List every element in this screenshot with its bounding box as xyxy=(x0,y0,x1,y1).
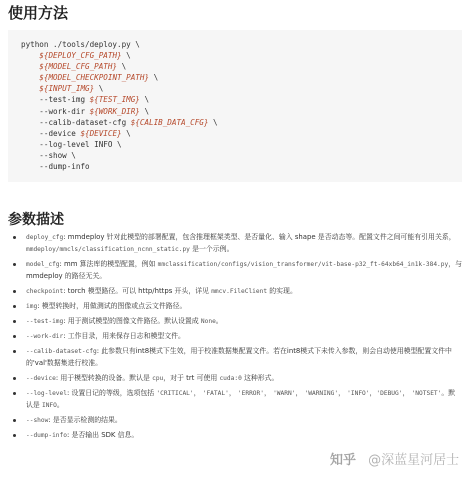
code-line: ${MODEL_CHECKPOINT_PATH} \ xyxy=(39,73,159,83)
watermark-author: @深蓝星河居士 xyxy=(368,453,460,468)
param-item-show: --show: 是否显示检测的结果。 xyxy=(0,415,462,427)
section-title-usage: 使用方法 xyxy=(8,4,69,22)
param-item-dump-info: --dump-info: 是否输出 SDK 信息。 xyxy=(0,430,462,442)
param-item-test-img: --test-img: 用于测试模型的图像文件路径。默认设置成 None。 xyxy=(0,316,462,328)
code-line: --device ${DEVICE} \ xyxy=(39,128,131,138)
param-list xyxy=(0,232,462,445)
zhihu-logo: 知乎 xyxy=(330,453,357,468)
code-line: --work-dir ${WORK_DIR} \ xyxy=(39,106,150,116)
param-item-checkpoint: checkpoint: torch 模型路径。可以 http/https 开头，详见 mmcv.FileClient 的实现。 xyxy=(0,286,462,298)
code-line: --show \ xyxy=(39,150,76,160)
code-line: --dump-info xyxy=(39,162,90,172)
code-line: --log-level INFO \ xyxy=(39,139,122,149)
param-item-deploy-cfg: deploy_cfg: mmdeploy 针对此模型的部署配置，包含推理框架类型、是否量化、输入 shape 是否动态等。配置文件之间可能有引用关系，mmdeploy/mmcls/classification_ncnn_static.py 是一个示例。 xyxy=(0,232,462,256)
param-item-work-dir: --work-dir: 工作目录，用来保存日志和模型文件。 xyxy=(0,331,462,343)
code-line: ${DEPLOY_CFG_PATH} \ xyxy=(39,51,131,61)
code-line: ${INPUT_IMG} \ xyxy=(39,84,104,94)
param-item-calib-dataset-cfg: --calib-dataset-cfg: 此参数只有int8模式下生效，用于校准数据集配置文件。若在int8模式下未传入参数，则会自动使用模型配置文件中的'val'数据集进行校准。 xyxy=(0,346,462,370)
param-item-device: --device: 用于模型转换的设备。默认是 cpu，对于 trt 可使用 cuda:0 这种形式。 xyxy=(0,373,462,385)
code-line: ${MODEL_CFG_PATH} \ xyxy=(39,62,127,72)
param-item-img: img: 模型转换时，用做测试的图像或点云文件路径。 xyxy=(0,301,462,313)
code-block xyxy=(8,30,462,182)
section-title-params: 参数描述 xyxy=(8,212,64,228)
code-line: --calib-dataset-cfg ${CALIB_DATA_CFG} \ xyxy=(39,117,218,127)
param-item-log-level: --log-level: 设置日记的等级，选项包括 'CRITICAL'， 'FATAL'， 'ERROR'， 'WARN'， 'WARNING'， 'INFO'，'DEBUG'， 'NOTSET'。默认是 INFO。 xyxy=(0,388,462,412)
param-item-model-cfg: model_cfg: mm 算法库的模型配置，例如 mmclassification/configs/vision_transformer/vit-base-p32_ft-64xb64_in1k-384.py，与 mmdeploy 的路径无关。 xyxy=(0,259,462,283)
watermark xyxy=(330,449,459,468)
code-line: --test-img ${TEST_IMG} \ xyxy=(39,95,150,105)
code-line: python ./tools/deploy.py \ xyxy=(21,40,140,49)
